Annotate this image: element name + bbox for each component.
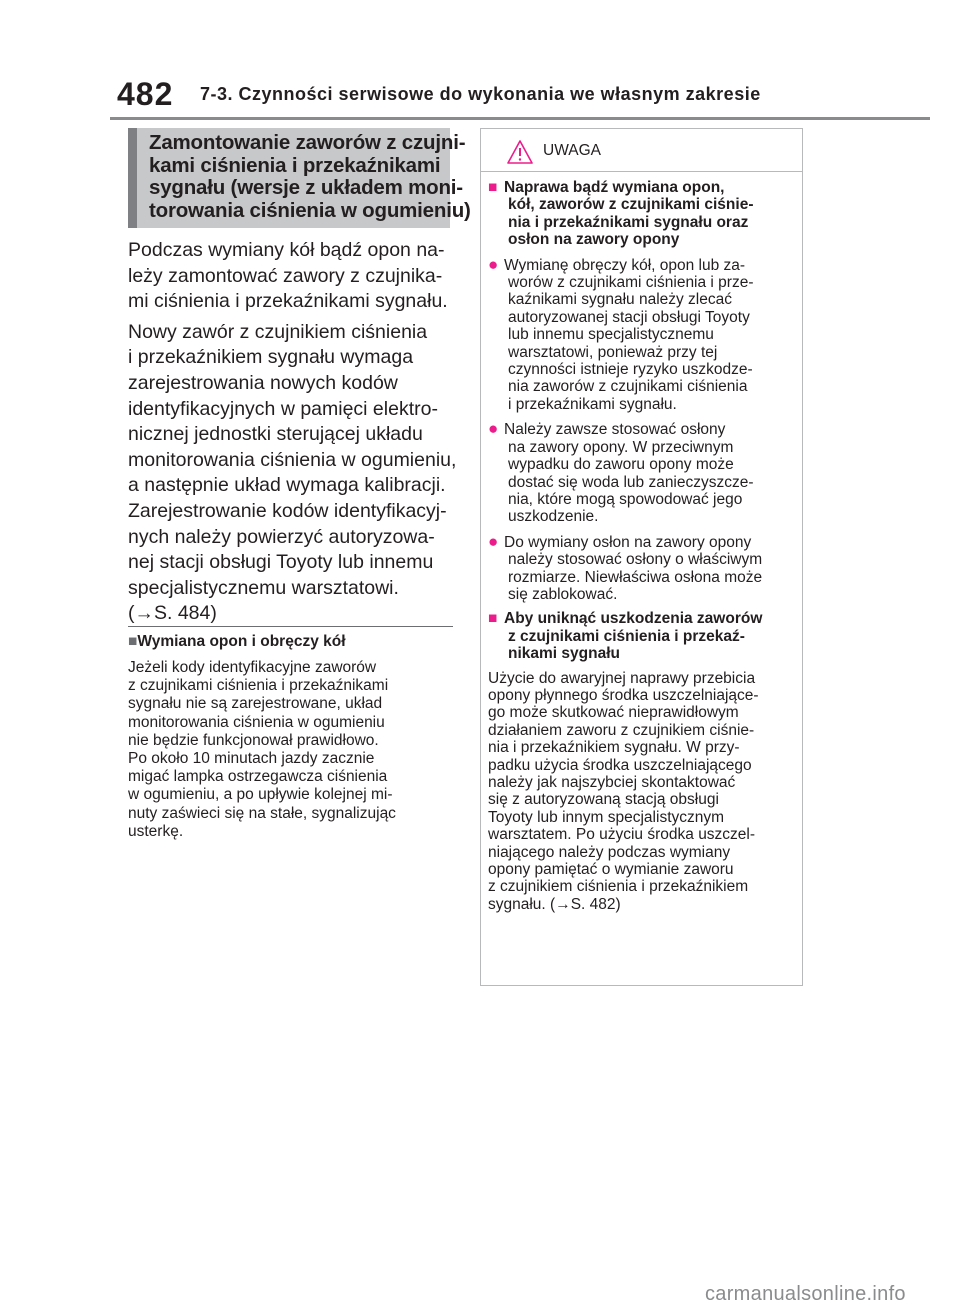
warning-bullet-line: na zawory opony. W przeciwnym (508, 438, 734, 456)
section-title-line: Zamontowanie zaworów z czujni- (149, 131, 466, 154)
square-bullet-icon: ■ (488, 610, 498, 628)
warning-box (480, 128, 803, 986)
warning-paragraph-line: Użycie do awaryjnej naprawy przebicia (488, 669, 756, 687)
warning-header (481, 129, 802, 172)
square-bullet-icon: ■ (128, 633, 138, 650)
body-line: Podczas wymiany kół bądź opon na- (128, 239, 445, 261)
warning-paragraph-line: nia i przekaźnikiem sygnału. W przy- (488, 739, 740, 757)
warning-paragraph-line: niającego należy podczas wymiany (488, 843, 731, 861)
warning-bullet-line: nia, które mogą spowodować jego (508, 490, 743, 508)
section-body (128, 238, 458, 627)
warning-paragraph-line: go może skutkować nieprawidłowym (488, 704, 739, 722)
warning-heading-line: osłon na zawory opony (508, 231, 680, 249)
subsection-line: monitorowania ciśnienia w ogumieniu (128, 713, 385, 731)
dot-bullet-icon: ● (488, 531, 499, 551)
body-line: specjalistycznemu warsztatowi. (128, 576, 399, 599)
warning-heading-line: nia i przekaźnikami sygnału oraz (508, 213, 749, 231)
warning-heading-line: z czujnikami ciśnienia i przekaź- (508, 627, 745, 645)
subsection-line: w ogumieniu, a po upływie kolejnej mi- (128, 786, 393, 804)
chapter-title: 7-3. Czynności serwisowe do wykonania we własnym zakresie (200, 84, 761, 104)
body-line: zarejestrowania nowych kodów (128, 371, 398, 394)
subsection-body (128, 659, 396, 841)
warning-paragraph-line: należy jak najszybciej skontaktować (488, 774, 736, 791)
warning-heading-line: ■ Naprawa bądź wymiana opon, (488, 179, 725, 196)
warning-heading-line: nikami sygnału (508, 645, 620, 663)
warning-paragraph-line: opony pamiętać o wymianie zaworu (488, 861, 734, 879)
warning-bullet-line: rozmiarze. Niewłaściwa osłona może (508, 568, 763, 586)
square-bullet-icon: ■ (488, 179, 498, 196)
section-title-line: sygnału (wersje z układem moni- (149, 176, 463, 199)
body-line: a następnie układ wymaga kalibracji. (128, 474, 446, 497)
section-title-line: kami ciśnienia i przekaźnikami (149, 153, 441, 177)
warning-heading-line: kół, zaworów z czujnikami ciśnie- (508, 196, 754, 214)
body-line: leży zamontować zawory z czujnika- (128, 264, 443, 287)
warning-triangle-icon (506, 139, 534, 170)
page-number: 482 (117, 76, 174, 112)
warning-bullet-line: ● Do wymiany osłon na zawory opony (488, 531, 752, 551)
page-reference-link[interactable]: sygnału. (→S. 482) (488, 895, 621, 913)
body-line: nicznej jednostki sterującej układu (128, 423, 423, 446)
warning-paragraph-line: opony płynnego środka uszczelniające- (488, 686, 759, 704)
subsection-line: nie będzie funkcjonował prawidłowo. (128, 731, 379, 749)
dot-bullet-icon: ● (488, 254, 499, 274)
warning-bullet-line: uszkodzenie. (508, 508, 599, 526)
body-line: mi ciśnienia i przekaźnikami sygnału. (128, 290, 448, 313)
warning-paragraph-line: działaniem zaworu z czujnikiem ciśnie- (488, 721, 755, 739)
warning-bullet-line: worów z czujnikami ciśnienia i prze- (508, 274, 754, 292)
warning-bullet-line: ● Wymianę obręczy kół, opon lub za- (488, 254, 746, 274)
warning-paragraph-line: się z autoryzowaną stacją obsługi (488, 791, 719, 809)
warning-paragraph-line: z czujnikiem ciśnienia i przekaźnikiem (488, 878, 749, 896)
subsection-line: migać lampka ostrzegawcza ciśnienia (128, 768, 388, 786)
warning-bullet-line: autoryzowanej stacji obsługi Toyoty (508, 308, 750, 326)
body-line: Nowy zawór z czujnikiem ciśnienia (128, 320, 428, 343)
warning-title: UWAGA (543, 142, 601, 159)
subsection-divider (128, 626, 453, 627)
warning-bullet-line: kaźnikami sygnału należy zlecać (508, 291, 732, 309)
warning-bullet-line: się zablokować. (508, 585, 618, 603)
body-line: nej stacji obsługi Toyoty lub innemu (128, 551, 434, 574)
warning-paragraph-line: warsztatem. Po użyciu środka uszczel- (488, 826, 756, 844)
header-rule (110, 117, 930, 120)
warning-paragraph-line: Toyoty lub innym specjalistycznym (488, 808, 725, 826)
warning-bullet-line: i przekaźnikami sygnału. (508, 395, 677, 413)
subsection-line: nuty zaświeci się na stałe, sygnalizując (128, 804, 396, 822)
body-line: identyfikacyjnych w pamięci elektro- (128, 397, 438, 420)
section-title-line: torowania ciśnienia w ogumieniu) (149, 198, 471, 222)
subsection-line: usterkę. (128, 822, 184, 840)
subsection-line: Po około 10 minutach jazdy zacznie (128, 750, 375, 768)
warning-bullet-line: należy stosować osłony o właściwym (508, 551, 763, 569)
subsection-heading (128, 633, 346, 651)
dot-bullet-icon: ● (488, 419, 499, 439)
body-line: nych należy powierzyć autoryzowa- (128, 525, 435, 548)
section-title-box (128, 128, 471, 228)
warning-bullet-line: ● Należy zawsze stosować osłony (488, 419, 726, 439)
warning-bullet-line: czynności istnieje ryzyko uszkodze- (508, 361, 753, 379)
warning-content (488, 179, 802, 913)
warning-heading-line: ■ Aby uniknąć uszkodzenia zaworów (488, 610, 763, 628)
body-line: Zarejestrowanie kodów identyfikacyj- (128, 499, 447, 522)
warning-bullet-line: warsztatowi, ponieważ przy tej (508, 343, 718, 361)
warning-bullet-line: dostać się woda lub zanieczyszcze- (508, 473, 754, 491)
warning-bullet-line: lub innemu specjalistycznemu (508, 326, 714, 344)
subsection-title: Wymiana opon i obręczy kół (137, 633, 346, 650)
body-line: i przekaźnikiem sygnału wymaga (128, 346, 414, 369)
warning-bullet-line: wypadku do zaworu opony może (508, 456, 734, 474)
subsection-line: sygnału nie są zarejestrowane, układ (128, 695, 383, 713)
body-line: monitorowania ciśnienia w ogumieniu, (128, 448, 457, 471)
subsection-line: Jeżeli kody identyfikacyjne zaworów (128, 659, 377, 676)
warning-paragraph-line: padku użycia środka uszczelniającego (488, 756, 752, 774)
subsection-line: z czujnikami ciśnienia i przekaźnikami (128, 677, 389, 695)
page-reference-link[interactable]: (→S. 484) (128, 602, 217, 625)
watermark: carmanualsonline.info (705, 1283, 906, 1305)
warning-bullet-line: nia zaworów z czujnikami ciśnienia (508, 378, 748, 396)
